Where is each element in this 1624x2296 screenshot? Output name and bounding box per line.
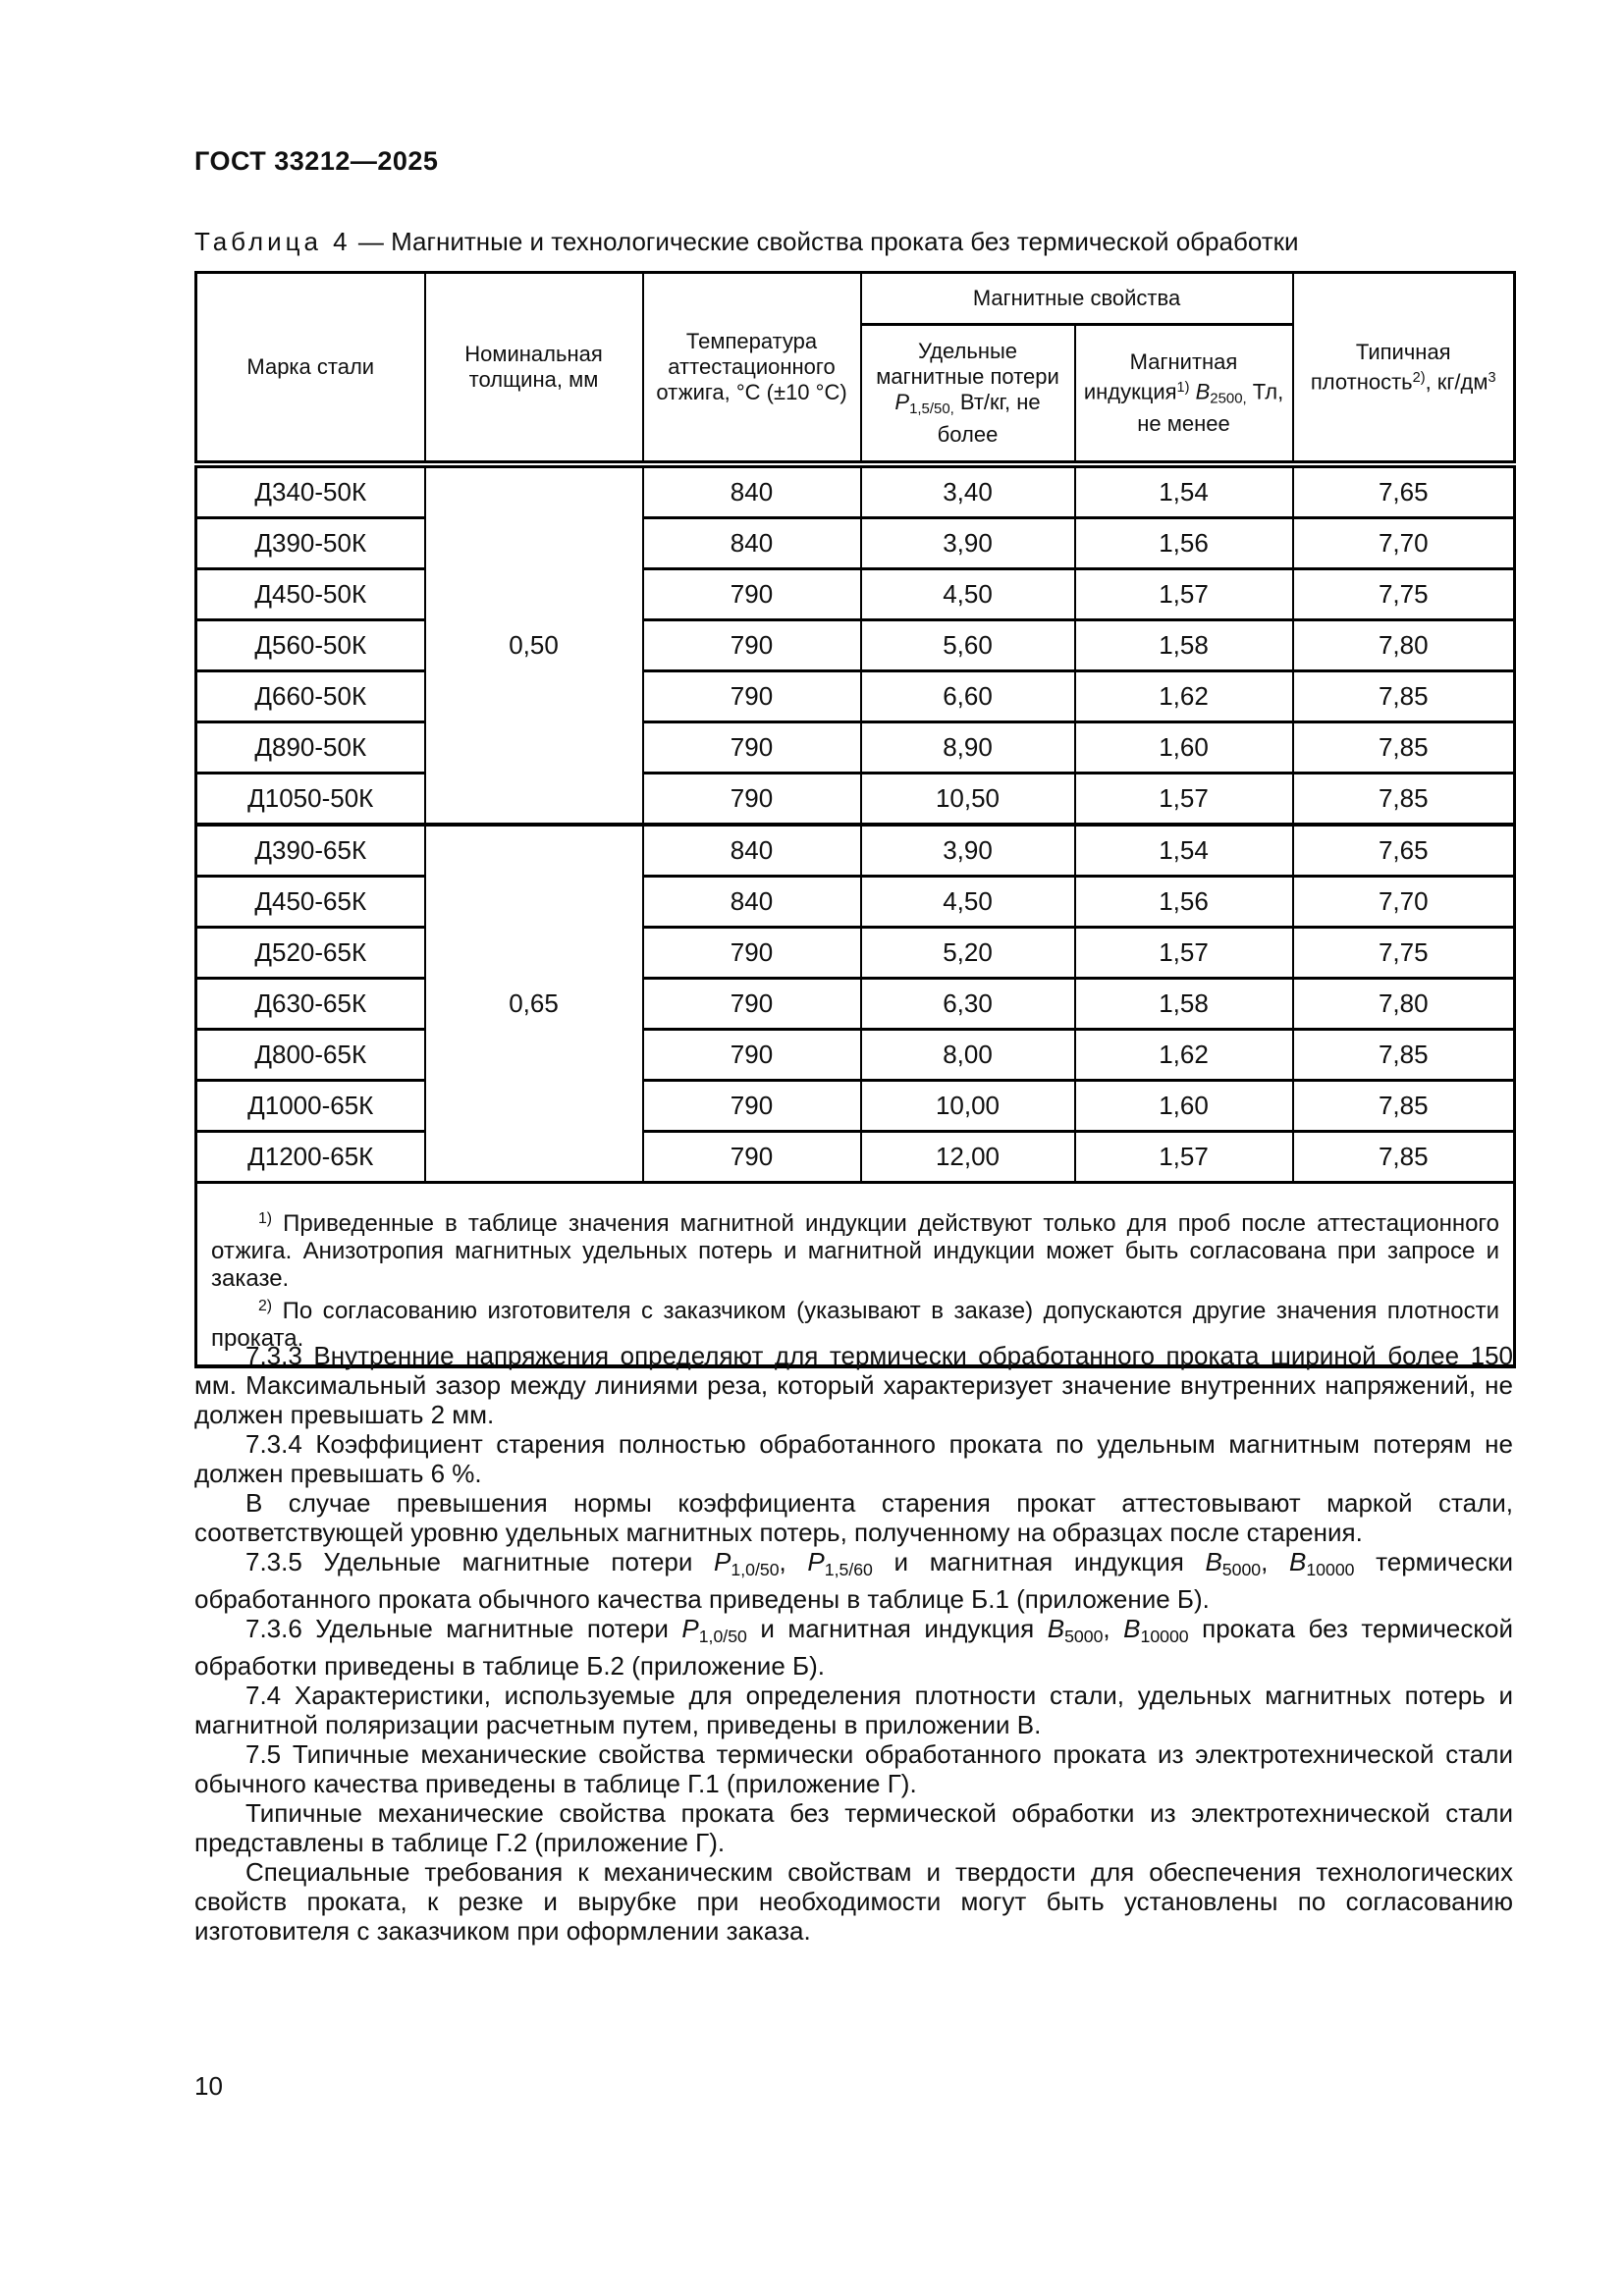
paragraph: 7.4 Характеристики, используемые для определения плотности стали, удельных магнитных потерь и магнитной поляризации расчетным путем, приведены в приложении В.	[194, 1680, 1513, 1739]
table-row	[196, 620, 1515, 671]
temp-cell: 790	[643, 979, 861, 1030]
loss-cell: 10,00	[861, 1081, 1075, 1132]
thickness-cell: 0,65	[425, 825, 643, 1183]
table-row	[196, 722, 1515, 774]
temp-cell: 790	[643, 671, 861, 722]
table-row	[196, 1132, 1515, 1183]
col-header-magnetic-group: Магнитные свойства	[861, 273, 1293, 325]
grade-cell: Д450-65К	[196, 877, 425, 928]
density-cell: 7,80	[1293, 620, 1515, 671]
table-row	[196, 825, 1515, 877]
loss-cell: 4,50	[861, 569, 1075, 620]
paragraph: 7.3.4 Коэффициент старения полностью обработанного проката по удельным магнитным потерям не должен превышать 6 %.	[194, 1429, 1513, 1488]
induction-cell: 1,62	[1075, 671, 1293, 722]
paragraph: Специальные требования к механическим свойствам и твердости для обеспечения технологических свойств проката, к резке и вырубке при необходимости могут быть установлены по согласованию изготовителя с заказчиком при оформлении заказа.	[194, 1856, 1513, 1946]
table-row	[196, 774, 1515, 826]
temp-cell: 790	[643, 1132, 861, 1183]
temp-cell: 840	[643, 877, 861, 928]
density-cell: 7,85	[1293, 774, 1515, 826]
grade-cell: Д660-50К	[196, 671, 425, 722]
loss-cell: 12,00	[861, 1132, 1075, 1183]
loss-cell: 5,60	[861, 620, 1075, 671]
page-number: 10	[194, 2071, 223, 2101]
induction-cell: 1,60	[1075, 722, 1293, 774]
density-cell: 7,85	[1293, 1081, 1515, 1132]
density-cell: 7,65	[1293, 464, 1515, 518]
body-text	[194, 1341, 1513, 1946]
density-cell: 7,65	[1293, 825, 1515, 877]
paragraph: Типичные механические свойства проката без термической обработки из электротехнической стали представлены в таблице Г.2 (приложение Г).	[194, 1797, 1513, 1857]
col-header-density: Типичная плотность$^{2)}$, $кг/дм^3$	[1293, 273, 1515, 465]
paragraph: 7.5 Типичные механические свойства термически обработанного проката из электротехнической стали обычного качества приведены в таблице Г.1 (приложение Г).	[194, 1738, 1513, 1798]
temp-cell: 790	[643, 722, 861, 774]
induction-cell: 1,57	[1075, 928, 1293, 979]
grade-cell: Д1000-65К	[196, 1081, 425, 1132]
table-row	[196, 518, 1515, 569]
paragraph: В случае превышения нормы коэффициента старения прокат аттестовывают маркой стали, соответствующей уровню удельных магнитных потерь, полученному на образцах после старения.	[194, 1488, 1513, 1547]
temp-cell: 790	[643, 774, 861, 826]
table-row	[196, 877, 1515, 928]
col-header-grade: Марка стали	[196, 273, 425, 465]
grade-cell: Д390-50К	[196, 518, 425, 569]
density-cell: 7,70	[1293, 877, 1515, 928]
temp-cell: 790	[643, 569, 861, 620]
col-header-annealing-temp: Температура аттестационного отжига, °С (±10 °С)	[643, 273, 861, 465]
temp-cell: 790	[643, 1030, 861, 1081]
induction-cell: 1,62	[1075, 1030, 1293, 1081]
density-cell: 7,80	[1293, 979, 1515, 1030]
table-row	[196, 979, 1515, 1030]
density-cell: 7,85	[1293, 1132, 1515, 1183]
induction-cell: 1,54	[1075, 825, 1293, 877]
density-cell: 7,85	[1293, 1030, 1515, 1081]
table-caption-label: Таблица 4	[194, 227, 352, 256]
induction-cell: 1,57	[1075, 1132, 1293, 1183]
footnotes-cell	[196, 1183, 1515, 1366]
loss-cell: 6,30	[861, 979, 1075, 1030]
footnote-2: $^{2)}$ По согласованию изготовителя с заказчиком (указывают в заказе) допускаются другие значения плотности проката.	[211, 1297, 1499, 1352]
loss-cell: 8,90	[861, 722, 1075, 774]
induction-cell: 1,60	[1075, 1081, 1293, 1132]
loss-cell: 3,40	[861, 464, 1075, 518]
induction-cell: 1,56	[1075, 877, 1293, 928]
induction-cell: 1,58	[1075, 620, 1293, 671]
header-row-top	[196, 273, 1515, 325]
temp-cell: 790	[643, 620, 861, 671]
footnote-1: $^{1)}$ Приведенные в таблице значения магнитной индукции действуют только для проб после аттестационного отжига. Анизотропия магнитных удельных потерь и магнитной индукции может быть согласована при запросе и заказе.	[211, 1209, 1499, 1292]
paragraph: 7.3.6 Удельные магнитные потери $P_{1,0/50}$ и магнитная индукция $B_{5000}$, $B_{10000}$ проката без термической обработки приведены в таблице Б.2 (приложение Б).	[194, 1613, 1513, 1681]
table-row	[196, 464, 1515, 518]
loss-cell: 5,20	[861, 928, 1075, 979]
doc-code: ГОСТ 33212—2025	[194, 146, 439, 176]
loss-cell: 8,00	[861, 1030, 1075, 1081]
paragraph: 7.3.5 Удельные магнитные потери $P_{1,0/50}$, $P_{1,5/60}$ и магнитная индукция $B_{5000}$, $B_{10000}$ термически обработанного проката обычного качества приведены в таблице Б.1 (приложение Б).	[194, 1547, 1513, 1614]
density-cell: 7,85	[1293, 671, 1515, 722]
table-row	[196, 1030, 1515, 1081]
temp-cell: 840	[643, 825, 861, 877]
loss-cell: 10,50	[861, 774, 1075, 826]
density-cell: 7,85	[1293, 722, 1515, 774]
induction-cell: 1,54	[1075, 464, 1293, 518]
table-row	[196, 671, 1515, 722]
induction-cell: 1,56	[1075, 518, 1293, 569]
col-header-thickness: Номинальная толщина, мм	[425, 273, 643, 465]
grade-cell: Д630-65К	[196, 979, 425, 1030]
grade-cell: Д1200-65К	[196, 1132, 425, 1183]
col-header-specific-loss: Удельные магнитные потери $P_{1,5/50,}$ Вт/кг, не более	[861, 325, 1075, 465]
loss-cell: 6,60	[861, 671, 1075, 722]
grade-cell: Д450-50К	[196, 569, 425, 620]
grade-cell: Д560-50К	[196, 620, 425, 671]
thickness-cell: 0,50	[425, 464, 643, 825]
loss-cell: 3,90	[861, 518, 1075, 569]
paragraph: 7.3.3 Внутренние напряжения определяют для термически обработанного проката шириной более 150 мм. Максимальный зазор между линиями реза, который характеризует значение внутренних напряжений, не должен превышать 2 мм.	[194, 1341, 1513, 1429]
temp-cell: 790	[643, 928, 861, 979]
induction-cell: 1,57	[1075, 569, 1293, 620]
grade-cell: Д390-65К	[196, 825, 425, 877]
loss-cell: 4,50	[861, 877, 1075, 928]
table-caption-text: — Магнитные и технологические свойства проката без термической обработки	[357, 227, 1299, 256]
density-cell: 7,75	[1293, 569, 1515, 620]
grade-cell: Д340-50К	[196, 464, 425, 518]
temp-cell: 790	[643, 1081, 861, 1132]
footnotes-row	[196, 1183, 1515, 1366]
induction-cell: 1,58	[1075, 979, 1293, 1030]
grade-cell: Д890-50К	[196, 722, 425, 774]
table-row	[196, 569, 1515, 620]
grade-cell: Д520-65К	[196, 928, 425, 979]
density-cell: 7,70	[1293, 518, 1515, 569]
grade-cell: Д1050-50К	[196, 774, 425, 826]
induction-cell: 1,57	[1075, 774, 1293, 826]
table-row	[196, 928, 1515, 979]
table-row	[196, 1081, 1515, 1132]
col-header-induction: Магнитная индукция$^{1)}$ $B_{2500,}$ Тл, не менее	[1075, 325, 1293, 465]
temp-cell: 840	[643, 464, 861, 518]
magnetic-properties-table	[194, 271, 1516, 1368]
density-cell: 7,75	[1293, 928, 1515, 979]
table-caption	[194, 227, 1513, 257]
loss-cell: 3,90	[861, 825, 1075, 877]
grade-cell: Д800-65К	[196, 1030, 425, 1081]
temp-cell: 840	[643, 518, 861, 569]
